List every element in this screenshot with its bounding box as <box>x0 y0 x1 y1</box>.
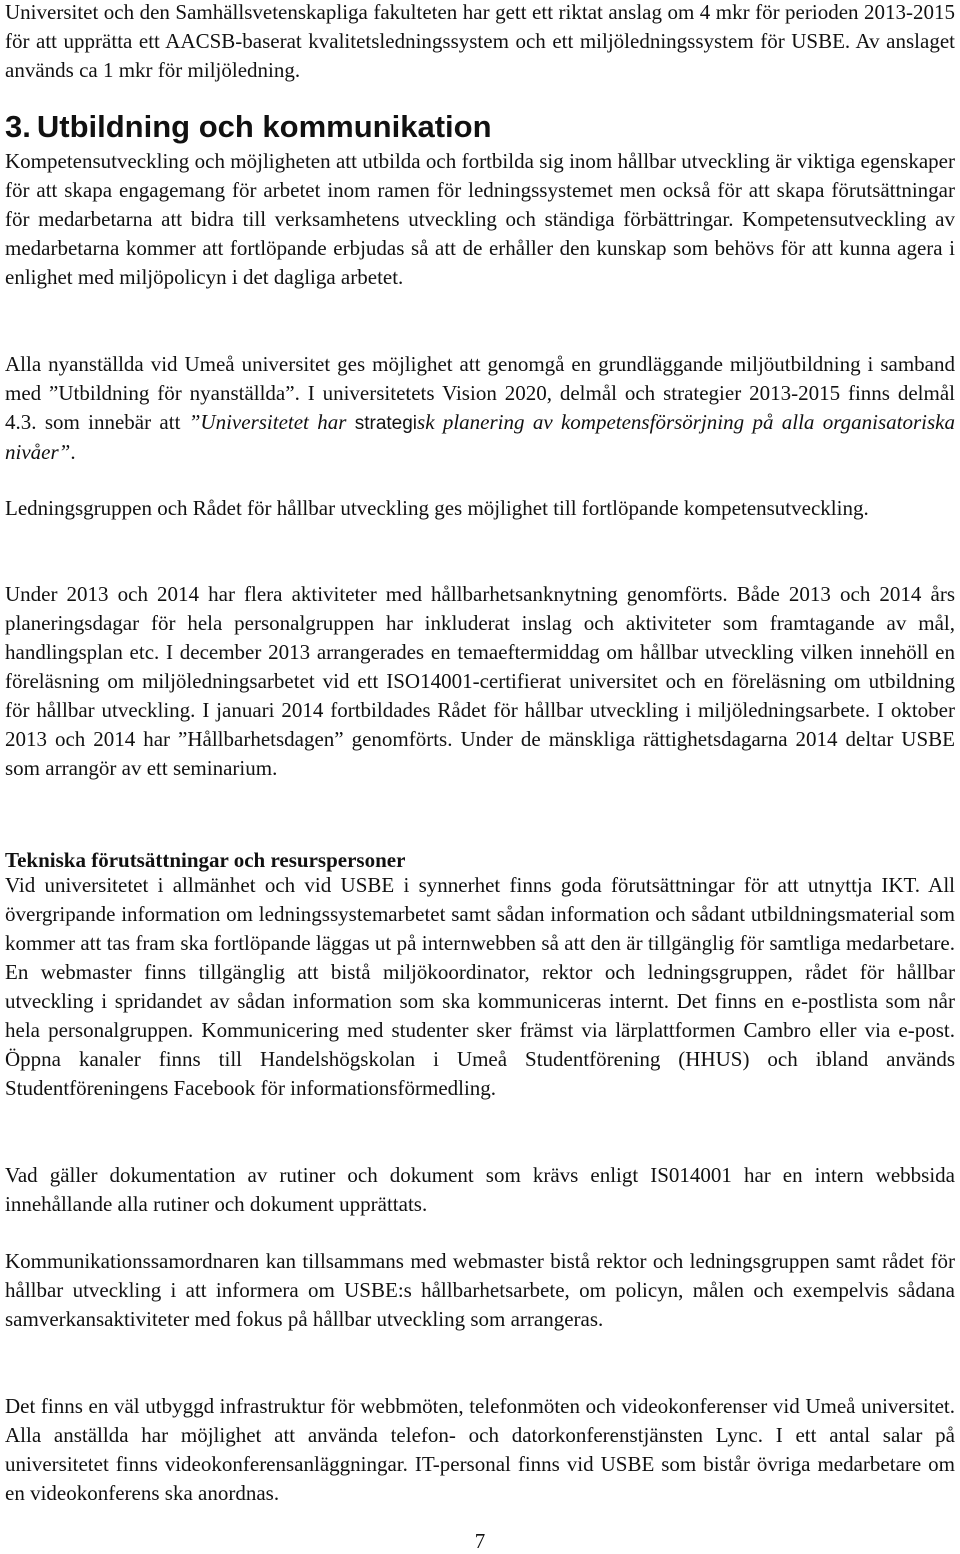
paragraph-new-employees-end: . <box>70 440 76 464</box>
section-title: Utbildning och kommunikation <box>36 109 492 144</box>
intro-paragraph: Universitet och den Samhällsvetenskapliga fakulteten har gett ett riktat anslag om 4 mkr för perioden 2013-2015 för att upprätta ett AACSB-baserat kvalitetsledningssystem och ett miljöledningssystem för USBE. Av anslaget används ca 1 mkr för miljöledning. <box>5 0 955 82</box>
quote-part-a: ”Universitetet har <box>188 410 355 434</box>
paragraph-communication: Kommunikationssamordnaren kan tillsammans med webmaster bistå rektor och ledningsgruppen samt rådet för hållbar utveckling i att informera om USBE:s hållbarhetsarbete, om policyn, målen och exempelvis sådana samverkansaktiviteter med fokus på hållbar utveckling som arrangeras. <box>5 1249 955 1331</box>
paragraph-activities: Under 2013 och 2014 har flera aktiviteter med hållbarhetsanknytning genomförts. Både 2013 och 2014 års planeringsdagar för hela personalgruppen har inkluderat inslag och aktiviteter som framtagande av mål, handlingsplan etc. I december 2013 arrangerades en temaeftermiddag om hållbar utveckling vilken innehöll en föreläsning om miljöledningsarbetet vid ett ISO14001-certifierat universitet och en föreläsning om utbildning för hållbar utveckling. I januari 2014 fortbildades Rådet för hållbar utveckling i miljöledningsarbete. I oktober 2013 och 2014 har ”Hållbarhetsdagen” genomförts. Under de mänskliga rättighetsdagarna 2014 deltar USBE som arrangör av ett seminarium. <box>5 582 955 780</box>
paragraph-documentation: Vad gäller dokumentation av rutiner och dokument som krävs enligt IS014001 har en intern webbsida innehållande alla rutiner och dokument upprättats. <box>5 1163 955 1216</box>
page-number: 7 <box>474 1529 486 1553</box>
quote-part-c: sk planering av kompetensförsörjning på alla organisatoriska nivåer” <box>5 410 955 464</box>
paragraph-new-employees <box>5 350 955 467</box>
section-heading <box>5 108 492 146</box>
quote-part-b: strategi <box>354 413 418 434</box>
paragraph-competence-part-b: Kompetensutveckling av medarbetarna kommer att fortlöpande erbjudas så att de erhåller den kunskap som behövs för att kunna agera i enlighet med miljöpolicyn i det dagliga arbetet. <box>5 207 955 289</box>
paragraph-management: Ledningsgruppen och Rådet för hållbar utveckling ges möjlighet till fortlöpande kompetensutveckling. <box>5 496 869 520</box>
paragraph-new-employees-text: Alla nyanställda vid Umeå universitet ges möjlighet att genomgå en grundläggande miljöutbildning i samband med ”Utbildning för nyanställda”. I universitetets Vision 2020, delmål och strategier 2013-2015 finns delmål 4.3. som innebär att <box>5 352 955 434</box>
paragraph-competence-part-a: Kompetensutveckling och möjligheten att utbilda och fortbilda sig inom hållbar utveckling är viktiga egenskaper för att skapa engagemang för arbetet inom ramen för ledningssystemet men också för att skapa förutsättningar för medarbetarna att bidra till verksamhetens utveckling och ständiga förbättringar. <box>5 149 955 231</box>
section-number: 3. <box>5 109 31 144</box>
subheading-technical: Tekniska förutsättningar och resurspersoner <box>5 848 406 872</box>
paragraph-infrastructure: Det finns en väl utbyggd infrastruktur för webbmöten, telefonmöten och videokonferenser vid Umeå universitet. Alla anställda har möjlighet att använda telefon- och datorkonferenstjänsten Lync. I ett antal salar på universitetet finns videokonferensanläggningar. IT-personal finns vid USBE som bistår övriga medarbetare om en videokonferens ska anordnas. <box>5 1394 955 1505</box>
paragraph-ikt: Vid universitetet i allmänhet och vid USBE i synnerhet finns goda förutsättningar för att utnyttja IKT. All övergripande information om ledningssystemarbetet samt sådan information och sådant utbildningsmaterial som kommer att tas fram ska fortlöpande läggas ut på internwebben så att den är tillgänglig för samtliga medarbetare. En webmaster finns tillgänglig att bistå miljökoordinator, rektor och ledningsgruppen, rådet för hållbar utveckling i spridandet av sådan information som ska kommuniceras internt. Det finns en e-postlista som når hela personalgruppen. Kommunicering med studenter sker främst via lärplattformen Cambro eller via e-post. Öppna kanaler finns till Handelshögskolan i Umeå Studentförening (HHUS) och ibland används Studentföreningens Facebook för informationsförmedling. <box>5 873 955 1100</box>
paragraph-competence <box>5 147 955 292</box>
